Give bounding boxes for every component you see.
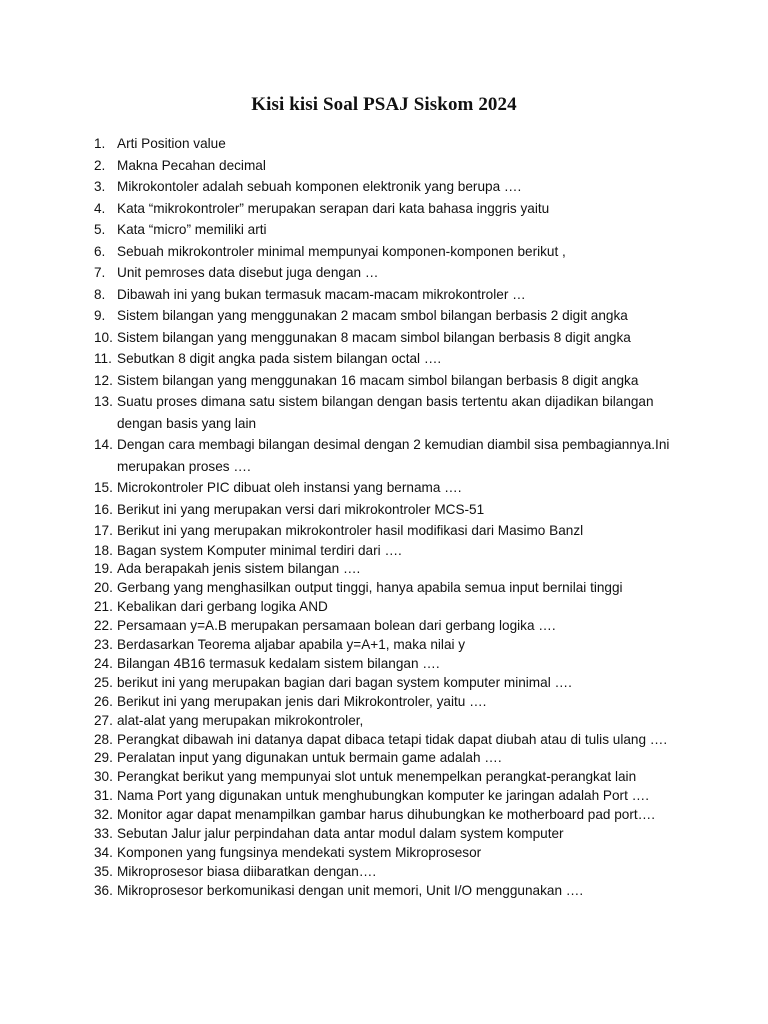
item-number: 24. [94,655,113,671]
item-number: 7. [94,265,106,280]
item-number: 20. [94,580,113,596]
list-item [0,712,768,731]
list-item [0,477,768,499]
item-text: Arti Position value [117,136,226,151]
item-text: Microkontroler PIC dibuat oleh instansi yang bernama …. [117,480,462,495]
item-text: Kebalikan dari gerbang logika AND [117,599,328,615]
item-number: 3. [94,179,106,194]
list-item [0,219,768,241]
item-text: Berikut ini yang merupakan versi dari mikrokontroler MCS-51 [117,501,485,517]
item-number: 18. [94,542,113,558]
item-number: 27. [94,712,113,728]
item-text: Peralatan input yang digunakan untuk bermain game adalah …. [117,750,502,766]
list-item [0,262,768,284]
list-item [0,327,768,349]
item-text: Nama Port yang digunakan untuk menghubungkan komputer ke jaringan adalah Port …. [117,788,650,804]
list-item [0,768,768,787]
item-text: Bilangan 4B16 termasuk kedalam sistem bilangan …. [117,655,440,671]
item-number: 4. [94,200,106,216]
list-item [0,731,768,750]
list-item [0,825,768,844]
item-number: 35. [94,863,113,879]
list-item [0,133,768,155]
item-number: 33. [94,826,113,842]
item-text: Komponen yang fungsinya mendekati system Mikroprosesor [117,845,482,860]
item-text: Mikroprosesor berkomunikasi dengan unit memori, Unit I/O menggunakan …. [117,882,584,898]
item-number: 12. [94,372,113,388]
item-number: 34. [94,845,113,860]
list-item [0,542,768,561]
item-number: 28. [94,731,113,747]
list-item [0,391,768,434]
item-text: Dengan cara membagi bilangan desimal dengan 2 kemudian diambil sisa pembagiannya.Ini merupakan proses …. [117,437,670,474]
item-text: Perangkat berikut yang mempunyai slot untuk menempelkan perangkat-perangkat lain [117,769,637,785]
item-text: Berikut ini yang merupakan jenis dari Mikrokontroler, yaitu …. [117,693,487,709]
list-item [0,674,768,693]
list-item [0,176,768,198]
list-item [0,499,768,521]
item-number: 2. [94,157,106,173]
item-number: 21. [94,599,113,615]
item-number: 6. [94,243,106,259]
list-item [0,655,768,674]
list-item [0,749,768,768]
list-item [0,560,768,579]
item-text: Berikut ini yang merupakan mikrokontroler hasil modifikasi dari Masimo Banzl [117,523,584,538]
item-text: Mikrokontoler adalah sebuah komponen elektronik yang berupa …. [117,179,522,194]
list-item [0,370,768,392]
list-item [0,598,768,617]
item-number: 32. [94,807,113,823]
item-text: Sebuah mikrokontroler minimal mempunyai komponen-komponen berikut , [117,243,566,259]
list-item [0,198,768,220]
item-text: Mikroprosesor biasa diibaratkan dengan…. [117,863,377,879]
item-number: 13. [94,394,113,409]
item-number: 1. [94,136,106,151]
list-item [0,806,768,825]
list-item [0,520,768,542]
item-text: Monitor agar dapat menampilkan gambar harus dihubungkan ke motherboard pad port…. [117,807,656,823]
item-number: 16. [94,501,113,517]
item-number: 11. [94,351,112,366]
item-text: alat-alat yang merupakan mikrokontroler, [117,712,364,728]
list-item [0,348,768,370]
item-number: 30. [94,769,113,785]
list-item [0,617,768,636]
list-item [0,636,768,655]
item-text: Persamaan y=A.B merupakan persamaan bolean dari gerbang logika …. [117,618,556,634]
item-text: Bagan system Komputer minimal terdiri dari …. [117,542,402,558]
item-number: 25. [94,674,113,690]
item-text: Kata “micro” memiliki arti [117,222,267,237]
question-list [0,133,768,901]
list-item [0,305,768,327]
item-number: 5. [94,222,106,237]
item-text: Gerbang yang menghasilkan output tinggi, hanya apabila semua input bernilai tinggi [117,580,623,596]
item-number: 15. [94,480,113,495]
item-text: Kata “mikrokontroler” merupakan serapan dari kata bahasa inggris yaitu [117,200,550,216]
list-item [0,693,768,712]
item-number: 22. [94,618,113,634]
item-number: 8. [94,286,106,302]
item-number: 31. [94,788,113,804]
item-number: 26. [94,693,113,709]
page-title: Kisi kisi Soal PSAJ Siskom 2024 [251,94,517,115]
item-text: Sistem bilangan yang menggunakan 2 macam smbol bilangan berbasis 2 digit angka [117,308,628,323]
item-number: 19. [94,561,113,577]
list-item [0,579,768,598]
item-text: Sistem bilangan yang menggunakan 8 macam simbol bilangan berbasis 8 digit angka [117,329,631,345]
item-number: 23. [94,637,113,653]
item-number: 10. [94,329,113,345]
item-text: Perangkat dibawah ini datanya dapat dibaca tetapi tidak dapat diubah atau di tulis ulang …. [117,731,668,747]
list-item [0,434,768,477]
item-text: Sebutkan 8 digit angka pada sistem bilangan octal …. [117,351,442,366]
item-text: Unit pemroses data disebut juga dengan … [117,265,379,280]
item-text: Ada berapakah jenis sistem bilangan …. [117,561,361,577]
item-text: Sistem bilangan yang menggunakan 16 macam simbol bilangan berbasis 8 digit angka [117,372,639,388]
item-text: berikut ini yang merupakan bagian dari bagan system komputer minimal …. [117,674,572,690]
list-item [0,882,768,901]
item-number: 9. [94,308,106,323]
item-number: 36. [94,882,113,898]
list-item [0,241,768,263]
item-text: Suatu proses dimana satu sistem bilangan dengan basis tertentu akan dijadikan bilangan dengan basis yang lain [117,394,654,431]
item-number: 14. [94,437,113,452]
item-text: Dibawah ini yang bukan termasuk macam-macam mikrokontroler … [117,286,526,302]
item-number: 17. [94,523,113,538]
list-item [0,787,768,806]
list-item [0,863,768,882]
list-item [0,844,768,863]
list-item [0,284,768,306]
item-text: Berdasarkan Teorema aljabar apabila y=A+1, maka nilai y [117,637,466,653]
item-number: 29. [94,750,113,766]
item-text: Makna Pecahan decimal [117,157,266,173]
item-text: Sebutan Jalur jalur perpindahan data antar modul dalam system komputer [117,826,564,842]
list-item [0,155,768,177]
